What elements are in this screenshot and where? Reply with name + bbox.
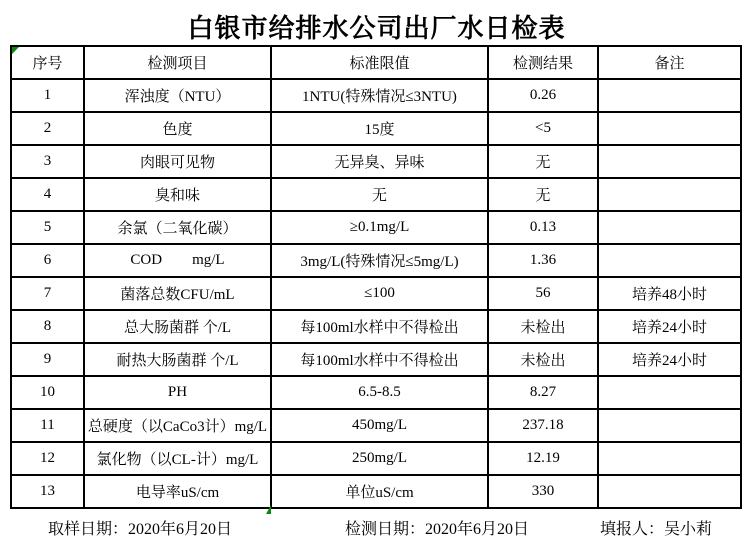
table-cell [598,145,741,178]
table-row [11,244,741,277]
header-cell: 序号 [11,46,84,79]
table-row [11,343,741,376]
table-cell: 培养24小时 [598,310,741,343]
table-cell: 11 [11,409,84,442]
table-cell: 15度 [271,112,488,145]
table-cell: ≥0.1mg/L [271,211,488,244]
table-cell: 450mg/L [271,409,488,442]
table-cell: 浑浊度（NTU） [84,79,271,112]
table-body [11,79,741,508]
table-cell: 色度 [84,112,271,145]
table-row [11,442,741,475]
table-cell: 4 [11,178,84,211]
table-cell [598,244,741,277]
table-cell: 237.18 [488,409,598,442]
table-cell: 总硬度（以CaCo3计）mg/L [84,409,271,442]
table-cell: PH [84,376,271,409]
table-cell: 8 [11,310,84,343]
sampling-date-label: 取样日期：2020年6月20日 [48,521,233,538]
table-row [11,178,741,211]
table-cell: 单位uS/cm [271,475,488,508]
table-cell: 每100ml水样中不得检出 [271,343,488,376]
header-cell: 检测项目 [84,46,271,79]
table-cell: 5 [11,211,84,244]
table-cell: 56 [488,277,598,310]
table-cell: 氯化物（以CL-计）mg/L [84,442,271,475]
table-cell: COD mg/L [84,244,271,277]
table-cell: 0.13 [488,211,598,244]
table-cell: 电导率uS/cm [84,475,271,508]
page-title: 白银市给排水公司出厂水日检表 [187,14,566,43]
table-cell: 0.26 [488,79,598,112]
table-cell: 菌落总数CFU/mL [84,277,271,310]
table-row [11,310,741,343]
cell-corner-marker-icon [12,47,19,54]
table-cell [598,178,741,211]
table-header-row [11,46,741,79]
table-row [11,145,741,178]
header-cell: 标准限值 [271,46,488,79]
table-cell: 1.36 [488,244,598,277]
table-cell: 2 [11,112,84,145]
table-cell: 3 [11,145,84,178]
table-cell: 每100ml水样中不得检出 [271,310,488,343]
table-row [11,409,741,442]
table-cell: 330 [488,475,598,508]
table-row [11,376,741,409]
table-row [11,112,741,145]
table-cell: 耐热大肠菌群 个/L [84,343,271,376]
daily-check-table [10,45,742,509]
table-cell: 1NTU(特殊情况≤3NTU) [271,79,488,112]
table-cell: 总大肠菌群 个/L [84,310,271,343]
table-cell: 臭和味 [84,178,271,211]
table-cell: 6 [11,244,84,277]
table-cell: 无 [488,145,598,178]
table-cell [598,409,741,442]
table-cell: 250mg/L [271,442,488,475]
table-cell: 12.19 [488,442,598,475]
header-cell: 检测结果 [488,46,598,79]
table-cell [598,211,741,244]
table-cell: 未检出 [488,310,598,343]
table-cell [598,79,741,112]
table-cell: 无 [271,178,488,211]
table-cell: 7 [11,277,84,310]
table-cell: <5 [488,112,598,145]
table-cell: 未检出 [488,343,598,376]
table-cell: 肉眼可见物 [84,145,271,178]
table-cell: 8.27 [488,376,598,409]
table-cell: 10 [11,376,84,409]
table-cell [598,442,741,475]
table-cell: 培养48小时 [598,277,741,310]
table-cell: 12 [11,442,84,475]
table-row [11,475,741,508]
table-cell: 1 [11,79,84,112]
reporter-label: 填报人：吴小莉 [600,521,713,538]
table-cell: 3mg/L(特殊情况≤5mg/L) [271,244,488,277]
table-cell: 培养24小时 [598,343,741,376]
table-cell: 13 [11,475,84,508]
header-cell: 备注 [598,46,741,79]
table-cell: ≤100 [271,277,488,310]
table-row [11,277,741,310]
table-cell: 9 [11,343,84,376]
table-cell: 6.5-8.5 [271,376,488,409]
cell-corner-marker-bottom-icon [266,505,271,514]
table-cell: 无异臭、异味 [271,145,488,178]
table-row [11,79,741,112]
table-cell: 无 [488,178,598,211]
table-cell [598,475,741,508]
table-cell [598,112,741,145]
test-date-label: 检测日期：2020年6月20日 [345,521,530,538]
table-cell [598,376,741,409]
table-row [11,211,741,244]
table-cell: 余氯（二氧化碳） [84,211,271,244]
